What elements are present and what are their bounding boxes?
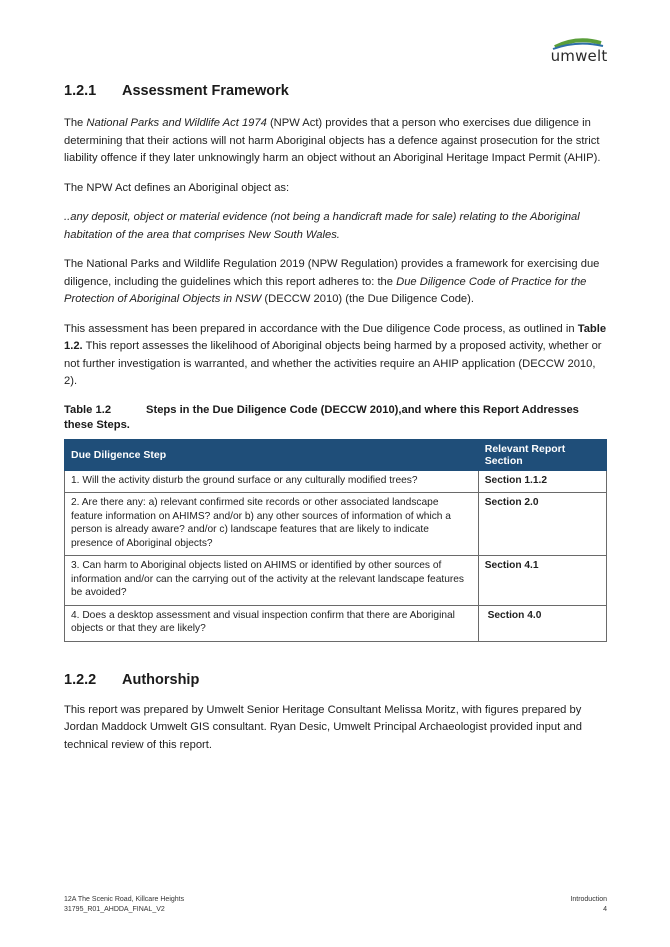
- section-cell: Section 4.0: [478, 605, 606, 641]
- table-caption: [64, 403, 607, 433]
- table-row: [65, 493, 607, 556]
- footer-address: 12A The Scenic Road, Killcare Heights: [64, 896, 185, 903]
- step-cell: 3. Can harm to Aboriginal objects listed on AHIMS or identified by other sources of information and/or can the carrying out of the activity at the relevant landscape features be avoided?: [65, 556, 479, 606]
- table-number: Table 1.2: [64, 403, 112, 416]
- due-diligence-table: [64, 439, 607, 642]
- step-cell: 1. Will the activity disturb the ground surface or any culturally modified trees?: [65, 470, 479, 493]
- code-title: Due Diligence Code of Practice for the Protection of Aboriginal Objects in NSW: [64, 275, 587, 305]
- footer-left: [64, 895, 184, 915]
- section-cell: Section 1.1.2: [478, 470, 606, 493]
- act-title: National Parks and Wildlife Act 1974: [86, 117, 267, 129]
- section-number: 1.2.1: [64, 83, 97, 99]
- footer-document-id: 31795_R01_AHDDA_FINAL_V2: [64, 906, 165, 913]
- step-cell: 2. Are there any: a) relevant confirmed site records or other associated landscape feature information on AHIMS? and/or b) any other sources of information of which a person is already aware? and/or c) landscape features that are likely to indicate presence of Aboriginal objects?: [65, 493, 479, 556]
- page-number: 4: [603, 906, 607, 913]
- aboriginal-object-definition-quote: ..any deposit, object or material evidence (not being a handicraft made for sale) relating to the Aboriginal habitation of the area that comprises New South Wales.: [64, 211, 580, 241]
- logo-text: umwelt: [550, 47, 608, 65]
- step-cell: 4. Does a desktop assessment and visual inspection confirm that there are Aboriginal objects or that they are likely?: [65, 605, 479, 641]
- footer-right: [570, 895, 607, 915]
- section-heading-authorship: [64, 672, 607, 688]
- header-relevant-report-section: Relevant Report Section: [478, 439, 606, 470]
- section-title: Authorship: [122, 671, 200, 688]
- section-title: Assessment Framework: [122, 83, 289, 99]
- section-cell: Section 4.1: [478, 556, 606, 606]
- paragraph-npw-regulation: The National Parks and Wildlife Regulation 2019 (NPW Regulation) provides a framework for exercising due diligence, including the guidelines which this report adheres to: the Due Diligence Code of Practice for the Protection of Aboriginal Objects in NSW (DECCW 2010) (the Due Diligence Code).: [64, 258, 600, 305]
- header-due-diligence-step: Due Diligence Step: [65, 439, 479, 470]
- table-reference: Table 1.2.: [64, 322, 607, 352]
- umwelt-logo: [547, 34, 609, 68]
- paragraph-authorship: This report was prepared by Umwelt Senior Heritage Consultant Melissa Moritz, with figures prepared by Jordan Maddock Umwelt GIS consultant. Ryan Desic, Umwelt Principal Archaeologist provided input and technical review of this report.: [64, 703, 582, 751]
- main-content: [64, 83, 607, 766]
- table-title: Steps in the Due Diligence Code (DECCW 2010),and where this Report Addresses these Steps.: [64, 403, 579, 431]
- footer-chapter: Introduction: [570, 896, 607, 903]
- paragraph-definition-intro: The NPW Act defines an Aboriginal object as:: [64, 181, 290, 194]
- table-row: [65, 470, 607, 493]
- table-row: [65, 605, 607, 641]
- section-cell: Section 2.0: [478, 493, 606, 556]
- table-header-row: [65, 439, 607, 470]
- paragraph-assessment-process: This assessment has been prepared in accordance with the Due diligence Code process, as outlined in Table 1.2. This report assesses the likelihood of Aboriginal objects being harmed by a proposed activity, whether or not further investigation is warranted, and whether the activities require an AHIP application (DECCW 2010, 2).: [64, 322, 607, 387]
- section-heading-assessment-framework: [64, 83, 607, 99]
- section-number: 1.2.2: [64, 671, 97, 688]
- table-row: [65, 556, 607, 606]
- paragraph-npw-act: The National Parks and Wildlife Act 1974 (NPW Act) provides that a person who exercises due diligence in determining that their actions will not harm Aboriginal objects has a defence against prosecution for the strict liability offence if they later unknowingly harm an object without an Aboriginal Heritage Impact Permit (AHIP).: [64, 117, 601, 164]
